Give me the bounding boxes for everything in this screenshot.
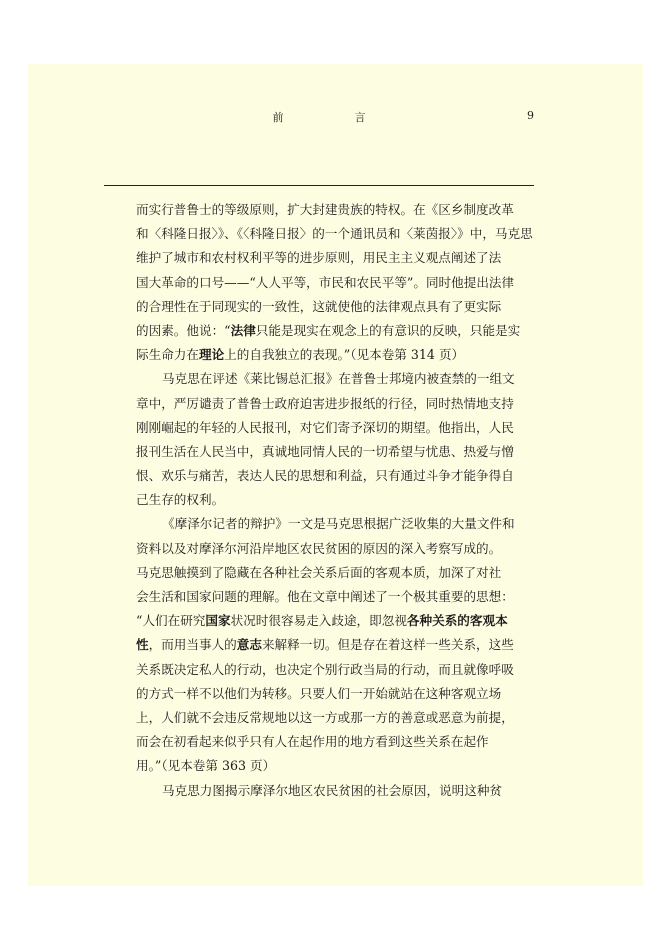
header-title: 前 言 [272,111,396,124]
text-line: 上，人们就不会违反常规地以这一方或那一方的善意或恶意为前提， [136,709,514,725]
text-line: 马克思触摸到了隐藏在各种社会关系后面的客观本质，加深了对社 [136,564,502,580]
text-line: 际生命力在理论上的自我独立的表现。”（见本卷第 314 页） [136,347,465,363]
text-line: 用。”（见本卷第 363 页） [136,758,276,774]
body-text [136,198,544,803]
text-line: 和〈科隆日报〉》、《〈科隆日报〉的一个通讯员和〈莱茵报〉》中，马克思 [136,226,533,242]
text-line: 的方式一样不以他们为转移。只要人们一开始就站在这种客观立场 [136,685,502,701]
page-number: 9 [527,109,534,122]
text-line: 而会在初看起来似乎只有人在起作用的地方看到这些关系在起作 [136,734,489,750]
text-line: 恨、欢乐与痛苦，表达人民的思想和利益，只有通过斗争才能争得自 [136,468,514,484]
text-line: 报刊生活在人民当中，真诚地同情人民的一切希望与忧患、热爱与憎 [136,443,514,459]
text-line: 国大革命的口号——“人人平等，市民和农民平等”。同时他提出法律 [136,274,515,290]
text-line: 而实行普鲁士的等级原则，扩大封建贵族的特权。在《区乡制度改革 [136,202,514,217]
text-line: 关系既决定私人的行动，也决定个别行政当局的行动，而且就像呼吸 [136,661,514,677]
text-line: 的合理性在于同现实的一致性，这就使他的法律观点具有了更实际 [136,298,502,314]
text-line: 会生活和国家问题的理解。他在文章中阐述了一个极其重要的思想： [136,589,514,604]
header-rule [104,185,534,186]
paragraph-3 [136,512,544,778]
text-line: 马克思力图揭示摩泽尔地区农民贫困的社会原因，说明这种贫 [162,782,503,798]
text-line: “人们在研究国家状况时很容易走入歧途，即忽视各种关系的客观本 [136,613,508,629]
text-line: 马克思在评述《莱比锡总汇报》在普鲁士邦境内被查禁的一组文 [162,371,515,387]
paragraph-4 [136,779,544,803]
text-line: 刚刚崛起的年轻的人民报刊，对它们寄予深切的期望。他指出，人民 [136,419,514,435]
text-line: 维护了城市和农村权利平等的进步原则，用民主主义观点阐述了法 [136,250,502,266]
text-line: 资料以及对摩泽尔河沿岸地区农民贫困的原因的深入考察写成的。 [136,540,502,556]
text-line: 《摩泽尔记者的辩护》一文是马克思根据广泛收集的大量文件和 [162,516,515,532]
paragraph-1 [136,198,544,367]
text-line: 的因素。他说：“法律只能是现实在观念上的有意识的反映，只能是实 [136,322,521,338]
text-line: 己生存的权利。 [136,492,225,508]
running-header [104,109,534,127]
text-line: 章中，严厉谴责了普鲁士政府迫害进步报纸的行径，同时热情地支持 [136,395,514,411]
paragraph-2 [136,367,544,512]
text-line: 性，而用当事人的意志来解释一切。但是存在着这样一些关系，这些 [136,637,514,653]
